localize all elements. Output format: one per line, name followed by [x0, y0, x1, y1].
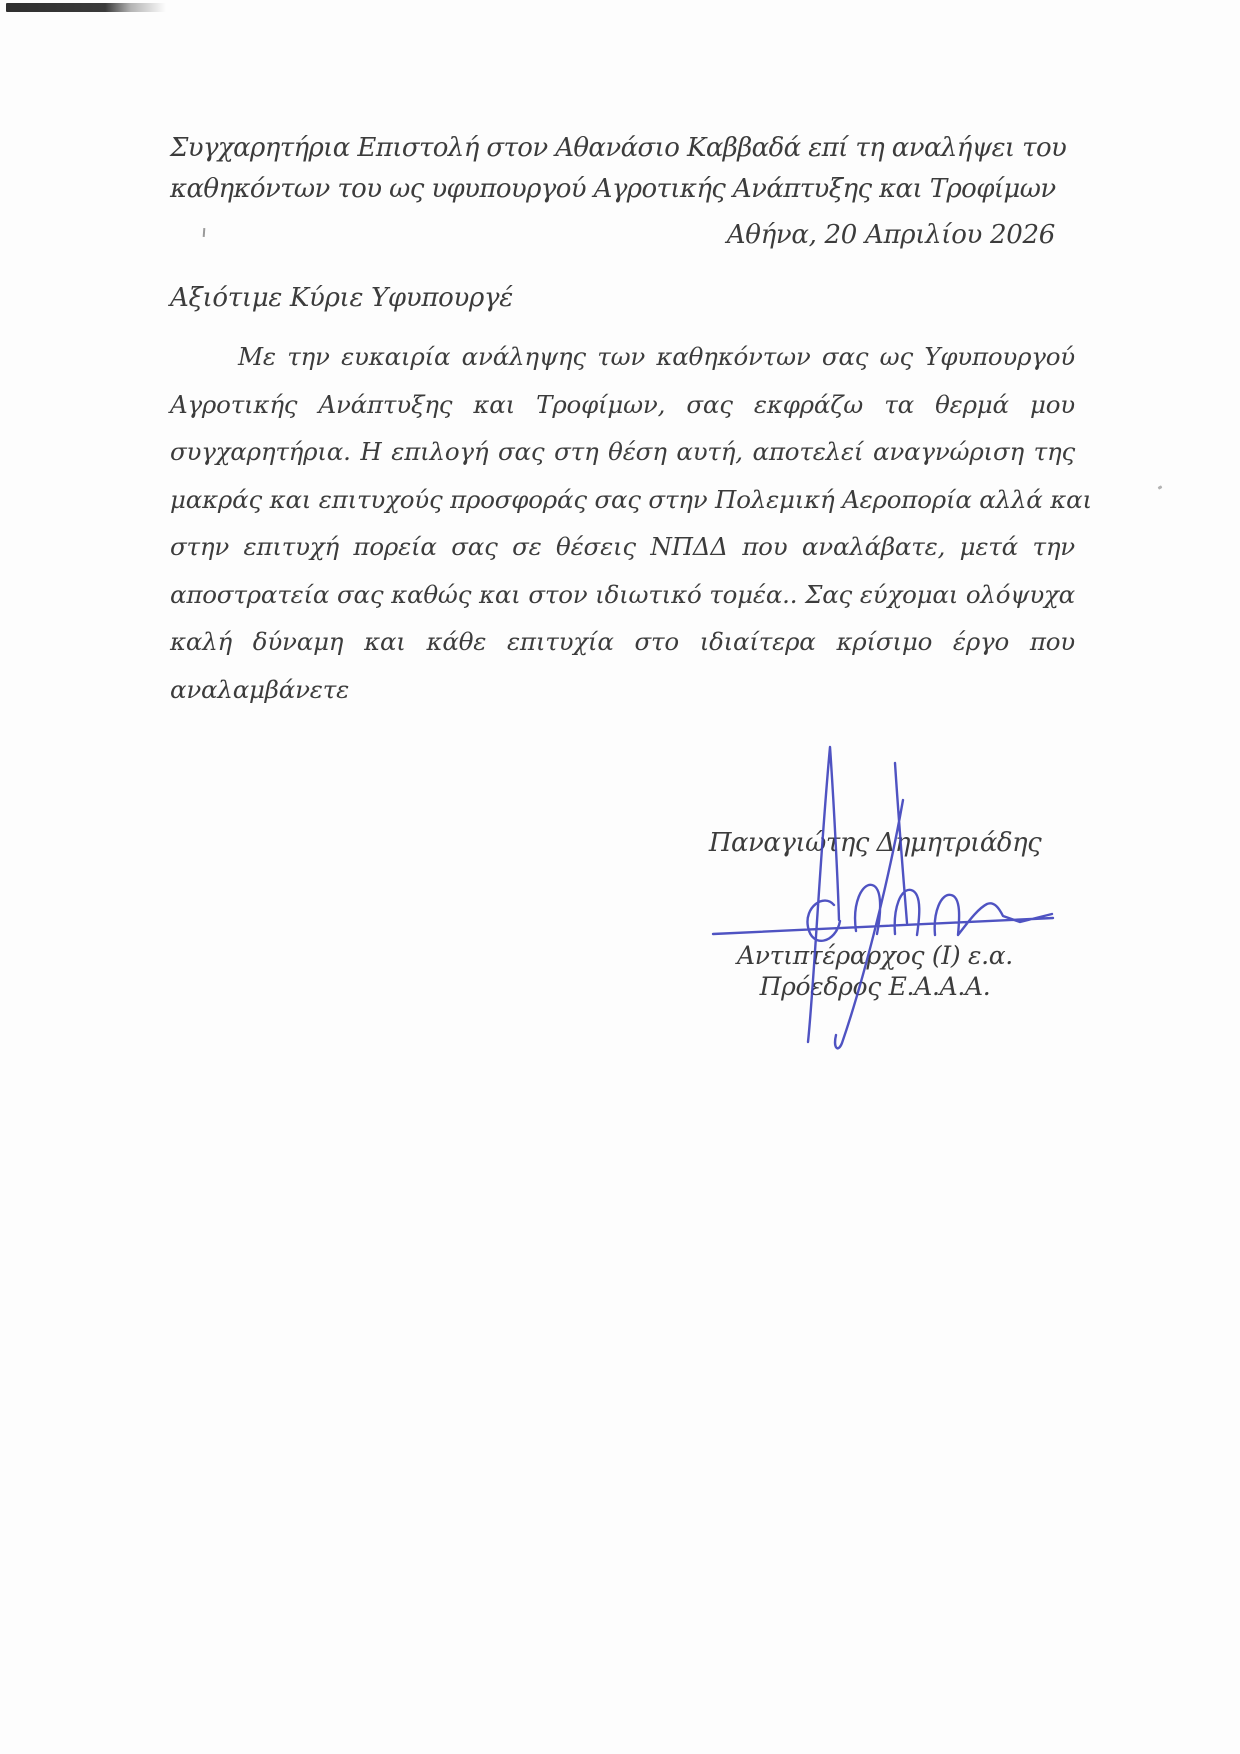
title-line-2: καθηκόντων του ως υφυπουργού Αγροτικής Ανάπτυξης και Τροφίμων: [170, 174, 1056, 204]
body-line: μακράς και επιτυχούς προσφοράς σας στην Πολεμική Αεροπορία αλλά και: [170, 484, 1092, 514]
dateline: Αθήνα, 20 Απριλίου 2026: [726, 220, 1055, 250]
body-line: Αγροτικής Ανάπτυξης και Τροφίμων, σας εκφράζω τα θερμά μου: [170, 389, 1075, 419]
title-line-1: Συγχαρητήρια Επιστολή στον Αθανάσιο Καββαδά επί τη αναλήψει του: [170, 133, 1067, 163]
body-paragraph: [170, 333, 1092, 713]
signee-name: Παναγιώτης Δημητριάδης: [708, 828, 1042, 858]
signee-role-line-2: Πρόεδρος Ε.Α.Α.Α.: [759, 972, 991, 1001]
body-line: στην επιτυχή πορεία σας σε θέσεις ΝΠΔΔ που αναλάβατε, μετά την: [170, 532, 1075, 561]
body-line: αναλαμβάνετε: [170, 674, 350, 704]
stray-mark: [1158, 485, 1163, 490]
body-line: καλή δύναμη και κάθε επιτυχία στο ιδιαίτερα κρίσιμο έργο που: [170, 627, 1075, 656]
signee-role-line-1: Αντιπτέραρχος (Ι) ε.α.: [737, 941, 1013, 970]
body-line: αποστρατεία σας καθώς και στον ιδιωτικό τομέα.. Σας εύχομαι ολόψυχα: [170, 579, 1075, 609]
salutation: Αξιότιμε Κύριε Υφυπουργέ: [170, 283, 513, 313]
letter-title: [170, 128, 1067, 210]
body-line: Με την ευκαιρία ανάληψης των καθηκόντων σας ως Υφυπουργού: [238, 342, 1075, 371]
signature-block: [660, 828, 1090, 1002]
scan-artifact-bar: [6, 3, 166, 12]
signee-roles: [660, 940, 1090, 1002]
body-line: συγχαρητήρια. Η επιλογή σας στη θέση αυτή, αποτελεί αναγνώριση της: [170, 437, 1075, 466]
